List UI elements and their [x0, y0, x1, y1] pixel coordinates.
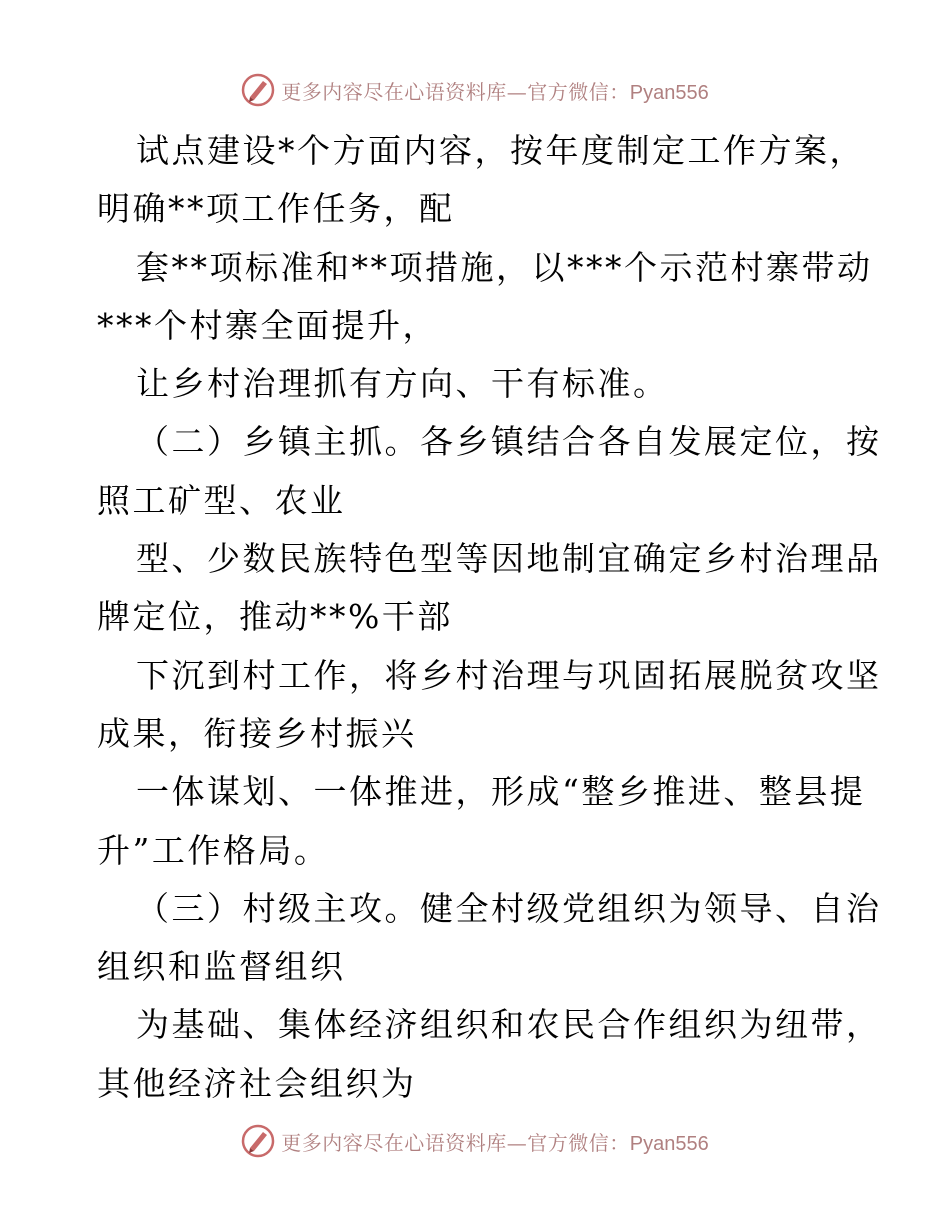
logo-icon: [241, 73, 275, 107]
logo-icon: [241, 1124, 275, 1158]
text-line: 成果，衔接乡村振兴: [97, 713, 417, 753]
text-line: 让乡村治理抓有方向、干有标准。: [136, 364, 669, 404]
footer-banner-text: [281, 1127, 708, 1156]
footer-banner: [0, 1121, 950, 1161]
text-line: （二）乡镇主抓。各乡镇结合各自发展定位，按: [136, 422, 882, 462]
text-line: （三）村级主攻。健全村级党组织为领导、自治: [136, 888, 882, 928]
text-line: 下沉到村工作，将乡村治理与巩固拓展脱贫攻坚: [136, 655, 882, 695]
text-line: 套**项标准和**项措施，以***个示范村寨带动: [136, 247, 873, 287]
header-banner: [0, 70, 950, 110]
text-line: 型、少数民族特色型等因地制宜确定乡村治理品: [136, 539, 882, 579]
text-line: 明确**项工作任务，配: [97, 189, 455, 229]
header-banner-wechat: Pyan556: [629, 81, 709, 104]
text-line: 试点建设*个方面内容，按年度制定工作方案，: [136, 131, 865, 170]
footer-banner-wechat: Pyan556: [629, 1132, 709, 1155]
text-line: 组织和监督组织: [97, 947, 346, 987]
footer-banner-cn: 更多内容尽在心语资料库—官方微信：: [281, 1130, 630, 1155]
body-text: [0, 122, 950, 1113]
header-banner-cn: 更多内容尽在心语资料库—官方微信：: [281, 79, 630, 104]
text-line: 一体谋划、一体推进，形成“整乡推进、整县提: [136, 772, 866, 812]
text-line: ***个村寨全面提升，: [97, 305, 438, 345]
text-line: 牌定位，推动**%干部: [97, 597, 453, 637]
header-banner-text: [281, 76, 708, 105]
text-line: 升”工作格局。: [97, 830, 330, 870]
text-line: 其他经济社会组织为: [97, 1063, 417, 1103]
text-line: 照工矿型、农业: [97, 480, 346, 520]
text-line: 为基础、集体经济组织和农民合作组织为纽带，: [136, 1005, 882, 1045]
